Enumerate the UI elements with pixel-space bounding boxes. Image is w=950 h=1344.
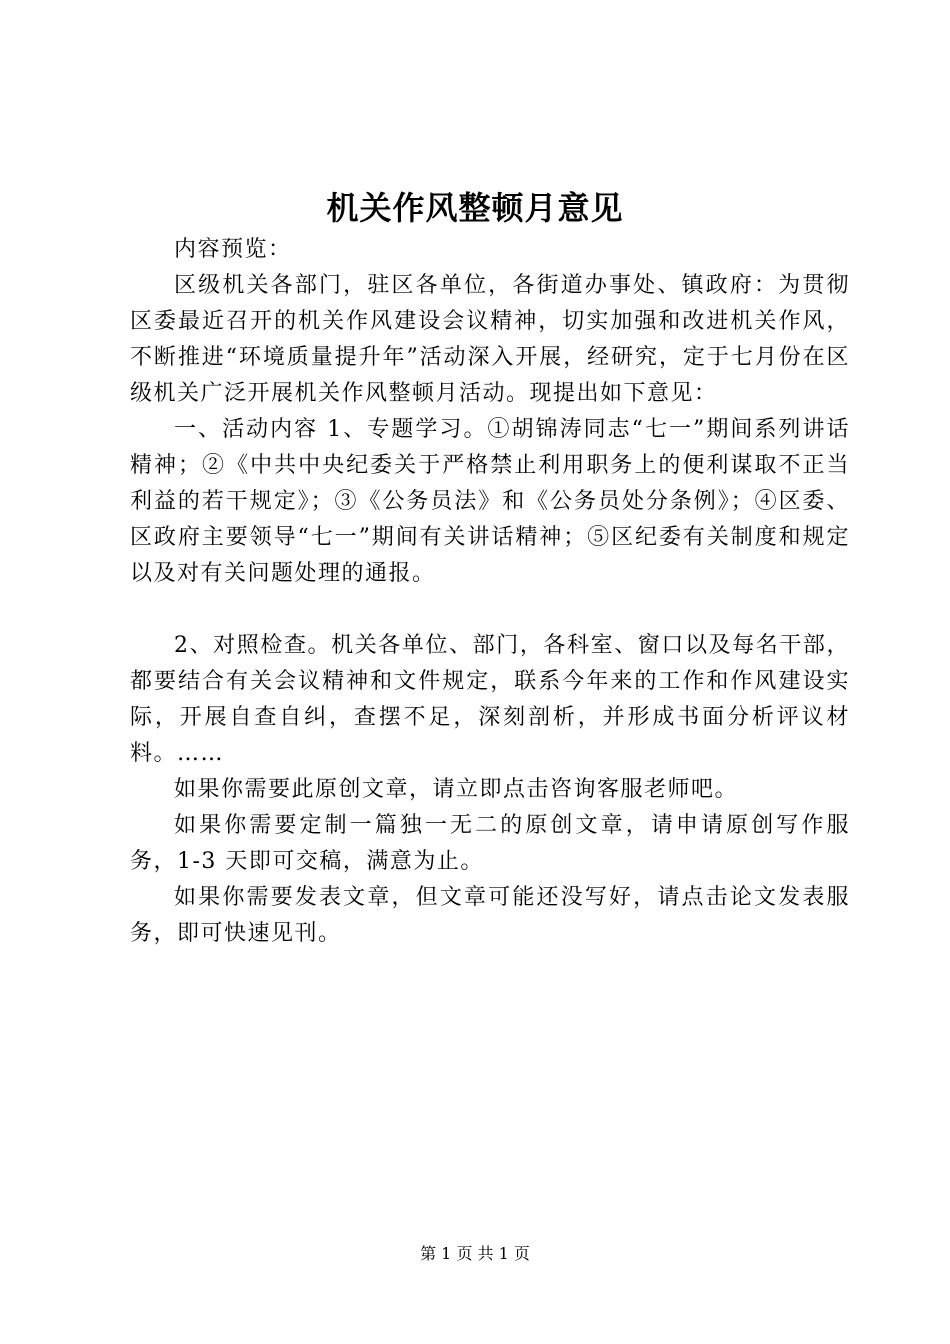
- custom-writing-paragraph: 如果你需要定制一篇独一无二的原创文章，请申请原创写作服务，1-3 天即可交稿，满意为止。: [130, 813, 850, 874]
- activity-content-paragraph: 一、活动内容 1、专题学习。①胡锦涛同志“七一”期间系列讲话精神；②《中共中央纪委关于严格禁止利用职务上的便利谋取不正当利益的若干规定》；③《公务员法》和《公务员处分条例》；④区委、区政府主要领导“七一”期间有关讲话精神；⑤区纪委有关制度和规定以及对有关问题处理的通报。: [130, 417, 850, 586]
- document-title: 机关作风整顿月意见: [326, 189, 624, 227]
- consult-link-paragraph: 如果你需要此原创文章，请立即点击咨询客服老师吧。: [174, 777, 739, 802]
- preview-label: 内容预览：: [174, 237, 292, 262]
- intro-paragraph: 区级机关各部门，驻区各单位，各街道办事处、镇政府：为贯彻区委最近召开的机关作风建设会议精神，切实加强和改进机关作风，不断推进“环境质量提升年”活动深入开展，经研究，定于七月份在区级机关广泛开展机关作风整顿月活动。现提出如下意见：: [130, 273, 850, 406]
- self-check-paragraph: 2、对照检查。机关各单位、部门，各科室、窗口以及每名干部，都要结合有关会议精神和文件规定，联系今年来的工作和作风建设实际，开展自查自纠，查摆不足，深刻剖析，并形成书面分析评议材料。……: [130, 633, 850, 766]
- page-number: 第 1 页 共 1 页: [420, 1244, 530, 1263]
- publish-service-paragraph: 如果你需要发表文章，但文章可能还没写好，请点击论文发表服务，即可快速见刊。: [130, 885, 850, 946]
- document-body: [130, 232, 850, 952]
